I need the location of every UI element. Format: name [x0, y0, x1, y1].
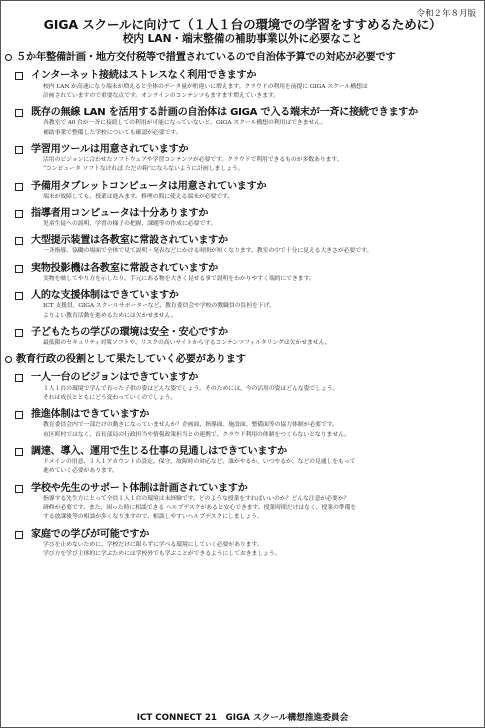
- checklist-item-description: 進めていく必要があります。: [43, 468, 118, 475]
- section-heading-budget: [1, 52, 484, 64]
- checklist-item-description: 実物を映してやり方を示したり、手元にある物を大きく見せる事で説明をわかりやすく端的にできます。: [43, 275, 315, 282]
- checklist-item-description: 最低限のセキュリティ対策ソフトや、リスクの高いサイトから守るコンテンツフィルタリングは欠かせません。: [43, 339, 331, 346]
- checklist-item: [1, 408, 484, 440]
- checklist-item-heading: 実物投影機は各教室に常設されていますか: [31, 262, 219, 274]
- checklist-item: [1, 143, 484, 175]
- checkbox-icon: [15, 531, 23, 539]
- checklist-item-description: 学び方を学び主体的に学ぶためには学校外でも学ぶことができるようにしておきましょう。: [43, 551, 281, 557]
- checklist-item-description: 研修が必要です。また、困った時に相談できる ヘルプデスクがあると安心できます。授業時間だけはなく、授業の準備を: [43, 505, 357, 511]
- checklist-item: [1, 482, 484, 523]
- checklist-item-description: 児童生徒への説明、学習の様子の把握、課題等の作成に必要です。: [43, 221, 217, 228]
- checklist-item-heading: 学習用ツールは用意されていますか: [31, 143, 189, 155]
- checklist-item-heading: 一人一台のビジョンはできていますか: [31, 372, 199, 384]
- checklist-item-heading: 学校や先生のサポート体制は計画されていますか: [31, 482, 248, 494]
- checklist-item: [1, 371, 484, 403]
- checklist-item-description: 活用のビジョンに合わせたソフトウェアや学習コンテンツが必要です。クラウドで利用できるものが多数あります。: [43, 156, 343, 163]
- circle-bullet-icon: [5, 54, 12, 61]
- checklist-item-description: 学びを止めないために、学校だけに限らずに学べる環境にしていく必要があります。: [43, 541, 263, 548]
- checklist-item-heading: 予備用タブレットコンピュータは用意されていますか: [31, 180, 267, 192]
- checklist-item-description: ドメインの用意、１人１アカウントの設定、保守、故障時の対応など、誰がやるか、いつやるか、などの見通しをもって: [43, 459, 356, 465]
- checklist-item-description: “コンピュータ ソフトなければ ただの箱”にならないように計画しましょう。: [43, 166, 244, 173]
- checklist-item-description: 一斉指導、協働の場面で全体で見て説明・発表などにかける時間が短くなります。教室の中で十分に見える大きさが必要です。: [43, 248, 373, 255]
- checklist-item-description: する放課後等の相談が多くなりますので、相談しやすいヘルプデスクにしましょう。: [43, 514, 263, 521]
- checklist-item-description: １人１台の環境で学んで育った子供の姿はどんな姿でしょう。そのためには、今の活用の姿はどんな姿でしょう。: [43, 385, 339, 392]
- checklist-budget: [1, 69, 484, 348]
- checklist-item-description: それは成長とともにどう変わっていくのでしょう。: [43, 394, 177, 401]
- checklist-administration: [1, 371, 484, 559]
- checklist-item-heading: 既存の無線 LAN を活用する計画の自治体は GIGA で入る端末が一斉に接続できますか: [31, 107, 418, 119]
- circle-bullet-icon: [5, 356, 12, 363]
- checkbox-icon: [15, 72, 23, 80]
- checklist-item-heading: 調達、導入、運用で生じる仕事の見通しはできていますか: [31, 445, 287, 457]
- checklist-item-heading: 家庭での学びが可能ですか: [31, 528, 150, 540]
- checklist-item: [1, 262, 484, 284]
- checklist-item-heading: 子どもたちの学びの環境は安全・安心ですか: [31, 326, 228, 338]
- checkbox-icon: [15, 329, 23, 337]
- checklist-item: [1, 326, 484, 348]
- version-date: 令和２年８月版: [416, 9, 476, 19]
- checklist-item: [1, 528, 484, 560]
- checkbox-icon: [15, 210, 23, 218]
- checklist-item: [1, 69, 484, 101]
- checkbox-icon: [15, 448, 23, 456]
- checklist-item: [1, 289, 484, 321]
- page-title: GIGA スクールに向けて（１人１台の環境での学習をすすめるために）: [43, 17, 442, 32]
- checklist-item-description: 市区町村ではなく、首長部局の行政担当や情報政策担当との連携で、クラウド利用の体制をつくらないとなりません。: [43, 431, 351, 438]
- checkbox-icon: [15, 183, 23, 191]
- checkbox-icon: [15, 374, 23, 382]
- checklist-item-heading: 推進体制はできていますか: [31, 409, 150, 421]
- checklist-item-description: 補助事業で整備した学校についても確認が必要です。: [43, 129, 182, 136]
- checklist-item: [1, 207, 484, 229]
- checklist-item-heading: 指導者用コンピュータは十分ありますか: [31, 207, 209, 219]
- page-subtitle: 校内 LAN・端末整備の補助事業以外に必要なこと: [122, 33, 363, 46]
- checklist-item-description: 端末が故障しても、授業は進みます。修理の間に使える端末が必要です。: [43, 193, 234, 200]
- checklist-item-description: ICT 支援員、GIGA スクールサポーターなど、教育委員会や学校の教職員の負担を下げ、: [43, 303, 275, 310]
- checkbox-icon: [15, 146, 23, 154]
- checklist-item-description: 教育委員会内で一部だけの動きになっていませんか？企画面、指導面、施設面、整備面等の協力体制が必要です。: [43, 422, 338, 429]
- section-heading-administration: [1, 354, 484, 366]
- checklist-item: [1, 180, 484, 202]
- checklist-item: [1, 445, 484, 477]
- checklist-item-heading: 大型提示装置は各教室に常設されていますか: [31, 235, 228, 247]
- checkbox-icon: [15, 109, 23, 117]
- checkbox-icon: [15, 292, 23, 300]
- checkbox-icon: [15, 411, 23, 419]
- checkbox-icon: [15, 237, 23, 245]
- checklist-item-description: 指導する先生方にとって全員１人１台の環境は未経験です。どのような授業をすればいいのか？どんな注意が必要か？: [43, 495, 350, 502]
- checklist-item: [1, 106, 484, 138]
- checklist-item-description: よりよい教育活動を進めるためには欠かせません。: [43, 312, 177, 319]
- checkbox-icon: [15, 265, 23, 273]
- section-heading-text: ５か年整備計画・地方交付税等で措置されているので自治体予算での対応が必要です: [16, 52, 396, 64]
- checklist-item-description: 各教室で 40 台が一斉に接続しての利用が可能になっていないと、GIGA スクール構想の利用はできません。: [43, 120, 327, 127]
- checklist-item: [1, 234, 484, 256]
- section-heading-text: 教育行政の役割として果たしていく必要があります: [16, 354, 246, 366]
- checklist-item-description: 校内 LAN が高速になり端末が増えると全体のデータ量が桁違いに増えます。クラウドの利用を前提に GIGA スクール構想は: [43, 83, 368, 90]
- checklist-item-description: 計画されていますので重要な点です。オンラインのコンテンツもますます増えていきます。: [43, 92, 279, 99]
- checklist-item-heading: 人的な支援体制はできていますか: [31, 290, 179, 302]
- checklist-item-heading: インターネット接続はストレスなく利用できますか: [31, 70, 257, 82]
- footer-organization: ICT CONNECT 21 GIGA スクール構想推進委員会: [136, 713, 349, 723]
- checkbox-icon: [15, 485, 23, 493]
